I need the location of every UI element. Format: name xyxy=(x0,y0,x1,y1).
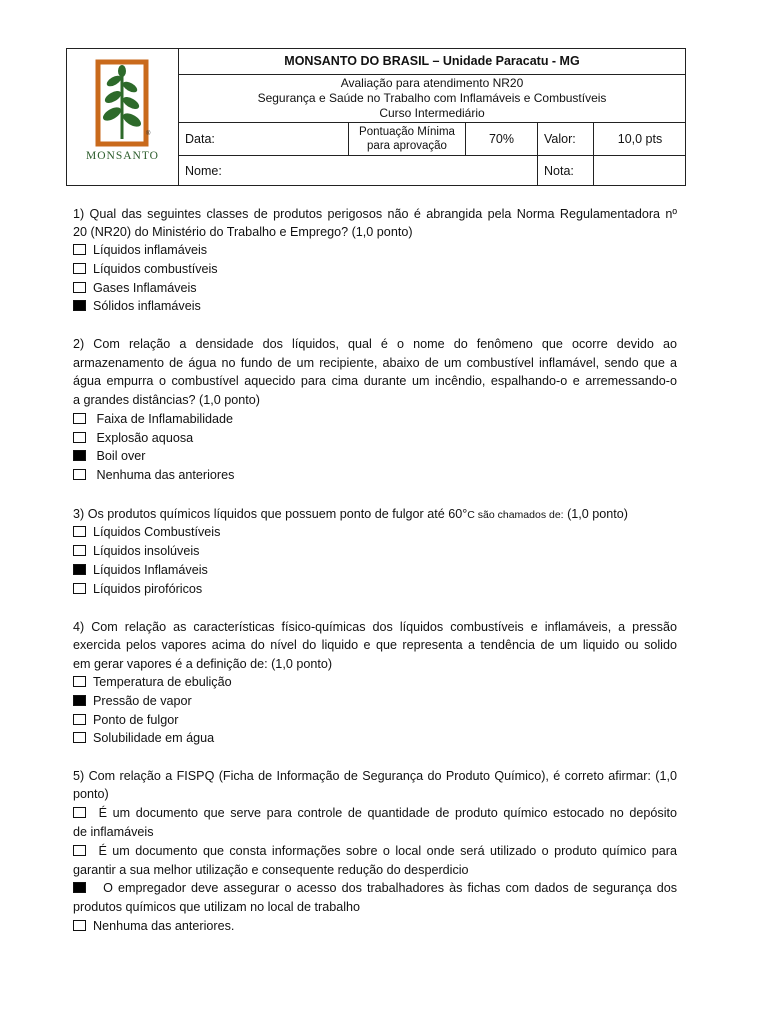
checkbox-empty-icon[interactable] xyxy=(73,676,86,687)
option-label: Sólidos inflamáveis xyxy=(93,299,201,313)
subtitle-line-2: Segurança e Saúde no Trabalho com Inflamáveis e Combustíveis xyxy=(257,91,607,105)
name-field[interactable] xyxy=(179,156,538,185)
q3-option-1[interactable] xyxy=(73,523,220,541)
value-label-text: Valor: xyxy=(544,132,576,146)
exam-subtitle xyxy=(179,75,685,123)
option-label: Líquidos pirofóricos xyxy=(93,582,203,596)
grade-label-text: Nota: xyxy=(544,163,574,178)
min-score-label-line2: para aprovação xyxy=(367,140,447,152)
registered-mark: ® xyxy=(146,131,151,137)
option-label: É um documento que consta informações sobre o local onde será utilizado o produto químico para xyxy=(98,844,677,858)
option-label: Solubilidade em água xyxy=(93,731,215,745)
q5-option-3[interactable] xyxy=(73,879,677,898)
question-1-text-2: 20 (NR20) do Ministério do Trabalho e Emprego? (1,0 ponto) xyxy=(73,225,413,239)
option-label: Nenhuma das anteriores xyxy=(96,468,235,482)
question-1-text: 1) Qual das seguintes classes de produtos perigosos não é abrangida pela Norma Regulamentadora nº xyxy=(73,207,677,221)
checkbox-empty-icon[interactable] xyxy=(73,469,86,480)
question-5-text-2: ponto) xyxy=(73,787,109,801)
monsanto-logo-icon xyxy=(95,59,149,147)
checkbox-filled-icon[interactable] xyxy=(73,300,86,311)
checkbox-empty-icon[interactable] xyxy=(73,244,86,255)
logo-text: MONSANTO xyxy=(86,150,159,162)
checkbox-empty-icon[interactable] xyxy=(73,545,86,556)
grade-field[interactable] xyxy=(594,156,686,185)
option-label: Gases Inflamáveis xyxy=(93,281,197,295)
option-label: Faixa de Inflamabilidade xyxy=(96,412,234,426)
min-score-value xyxy=(466,123,538,155)
checkbox-filled-icon[interactable] xyxy=(73,564,86,575)
option-label: Líquidos combustíveis xyxy=(93,262,218,276)
info-row xyxy=(179,123,685,156)
question-4-text-2: exercida pelos vapores acima do nível do liquido e que representa a tendência de um liquido ou solido xyxy=(73,638,677,652)
question-2-text-4: a grandes distâncias? (1,0 ponto) xyxy=(73,393,260,407)
q3-option-2[interactable] xyxy=(73,542,199,560)
q2-option-1[interactable] xyxy=(73,410,233,428)
subtitle-line-1: Avaliação para atendimento NR20 xyxy=(340,76,524,90)
min-score-label xyxy=(349,123,466,155)
q5-option-2-line2: garantir a sua melhor utilização e consequente redução do desperdicio xyxy=(73,863,469,877)
q5-option-1[interactable] xyxy=(73,804,677,823)
checkbox-empty-icon[interactable] xyxy=(73,413,86,424)
min-score-value-text: 70% xyxy=(488,132,515,146)
option-label: Temperatura de ebulição xyxy=(93,675,232,689)
value-label xyxy=(538,123,594,155)
question-3-part-a: 3) Os produtos químicos líquidos que possuem ponto de fulgor até 60° xyxy=(73,507,468,521)
q4-option-2[interactable] xyxy=(73,692,192,710)
q5-option-2[interactable] xyxy=(73,842,677,861)
q2-option-2[interactable] xyxy=(73,429,193,447)
checkbox-empty-icon[interactable] xyxy=(73,732,86,743)
option-label: Boil over xyxy=(96,449,146,463)
checkbox-empty-icon[interactable] xyxy=(73,583,86,594)
option-label: Pressão de vapor xyxy=(93,694,192,708)
question-3-text xyxy=(73,505,677,525)
q1-option-4[interactable] xyxy=(73,297,201,315)
question-4-text-3: em gerar vapores é a definição de: (1,0 ponto) xyxy=(73,657,333,671)
date-label: Data: xyxy=(185,132,215,146)
checkbox-filled-icon[interactable] xyxy=(73,695,86,706)
question-2-text-3: água empurra o combustível aquecido para cima durante um incêndio, espalhando-o e arremessando-o xyxy=(73,374,677,388)
name-row xyxy=(179,156,685,185)
question-5-text: 5) Com relação a FISPQ (Ficha de Informação de Segurança do Produto Químico), é correto afirmar: (1,0 xyxy=(73,769,677,783)
subtitle-line-3: Curso Intermediário xyxy=(379,106,485,120)
q5-option-1-line2: de inflamáveis xyxy=(73,825,154,839)
q4-option-4[interactable] xyxy=(73,729,214,747)
question-3-part-b: C são chamados de: xyxy=(467,509,564,521)
checkbox-empty-icon[interactable] xyxy=(73,263,86,274)
exam-header-table xyxy=(66,48,686,186)
checkbox-filled-icon[interactable] xyxy=(73,882,86,893)
q1-option-3[interactable] xyxy=(73,279,197,297)
value-amount-text: 10,0 pts xyxy=(617,132,663,146)
q3-option-3[interactable] xyxy=(73,561,208,579)
option-label: Explosão aquosa xyxy=(96,431,194,445)
min-score-label-line1: Pontuação Mínima xyxy=(359,126,455,138)
checkbox-empty-icon[interactable] xyxy=(73,920,86,931)
option-label: Líquidos Inflamáveis xyxy=(93,563,208,577)
checkbox-empty-icon[interactable] xyxy=(73,432,86,443)
question-3-part-c: (1,0 ponto) xyxy=(563,507,629,521)
checkbox-empty-icon[interactable] xyxy=(73,526,86,537)
q4-option-1[interactable] xyxy=(73,673,232,691)
option-label: Líquidos inflamáveis xyxy=(93,243,208,257)
option-label: O empregador deve assegurar o acesso dos trabalhadores às fichas com dados de segurança dos xyxy=(103,881,678,895)
option-label: É um documento que serve para controle de quantidade de produto químico estocado no depósito xyxy=(98,806,677,820)
option-label: Ponto de fulgor xyxy=(93,713,179,727)
date-field[interactable] xyxy=(179,123,349,155)
checkbox-filled-icon[interactable] xyxy=(73,450,86,461)
q3-option-4[interactable] xyxy=(73,580,202,598)
option-label: Líquidos insolúveis xyxy=(93,544,200,558)
q4-option-3[interactable] xyxy=(73,711,178,729)
q2-option-4[interactable] xyxy=(73,466,234,484)
question-2-text: 2) Com relação a densidade dos líquidos, qual é o nome do fenômeno que ocorre devido ao xyxy=(73,337,677,351)
option-label: Líquidos Combustíveis xyxy=(93,525,221,539)
q5-option-3-line2: produtos químicos que utilizam no local de trabalho xyxy=(73,900,361,914)
logo-cell xyxy=(67,49,179,185)
checkbox-empty-icon[interactable] xyxy=(73,807,86,818)
question-4-text: 4) Com relação as características físico-químicas dos líquidos combustíveis e inflamáveis, a pressão xyxy=(73,620,677,634)
checkbox-empty-icon[interactable] xyxy=(73,282,86,293)
question-2-text-2: armazenamento de água no fundo de um recipiente, abaixo de um combustível inflamável, sendo que a xyxy=(73,356,677,370)
grade-label xyxy=(538,156,594,185)
q1-option-2[interactable] xyxy=(73,260,218,278)
name-label: Nome: xyxy=(185,163,222,178)
company-title: MONSANTO DO BRASIL – Unidade Paracatu - MG xyxy=(179,49,685,75)
q1-option-1[interactable] xyxy=(73,241,207,259)
checkbox-empty-icon[interactable] xyxy=(73,714,86,725)
q5-option-4[interactable] xyxy=(73,917,234,935)
checkbox-empty-icon[interactable] xyxy=(73,845,86,856)
value-amount xyxy=(594,123,686,155)
option-label: Nenhuma das anteriores. xyxy=(93,919,235,933)
q2-option-3[interactable] xyxy=(73,447,146,465)
